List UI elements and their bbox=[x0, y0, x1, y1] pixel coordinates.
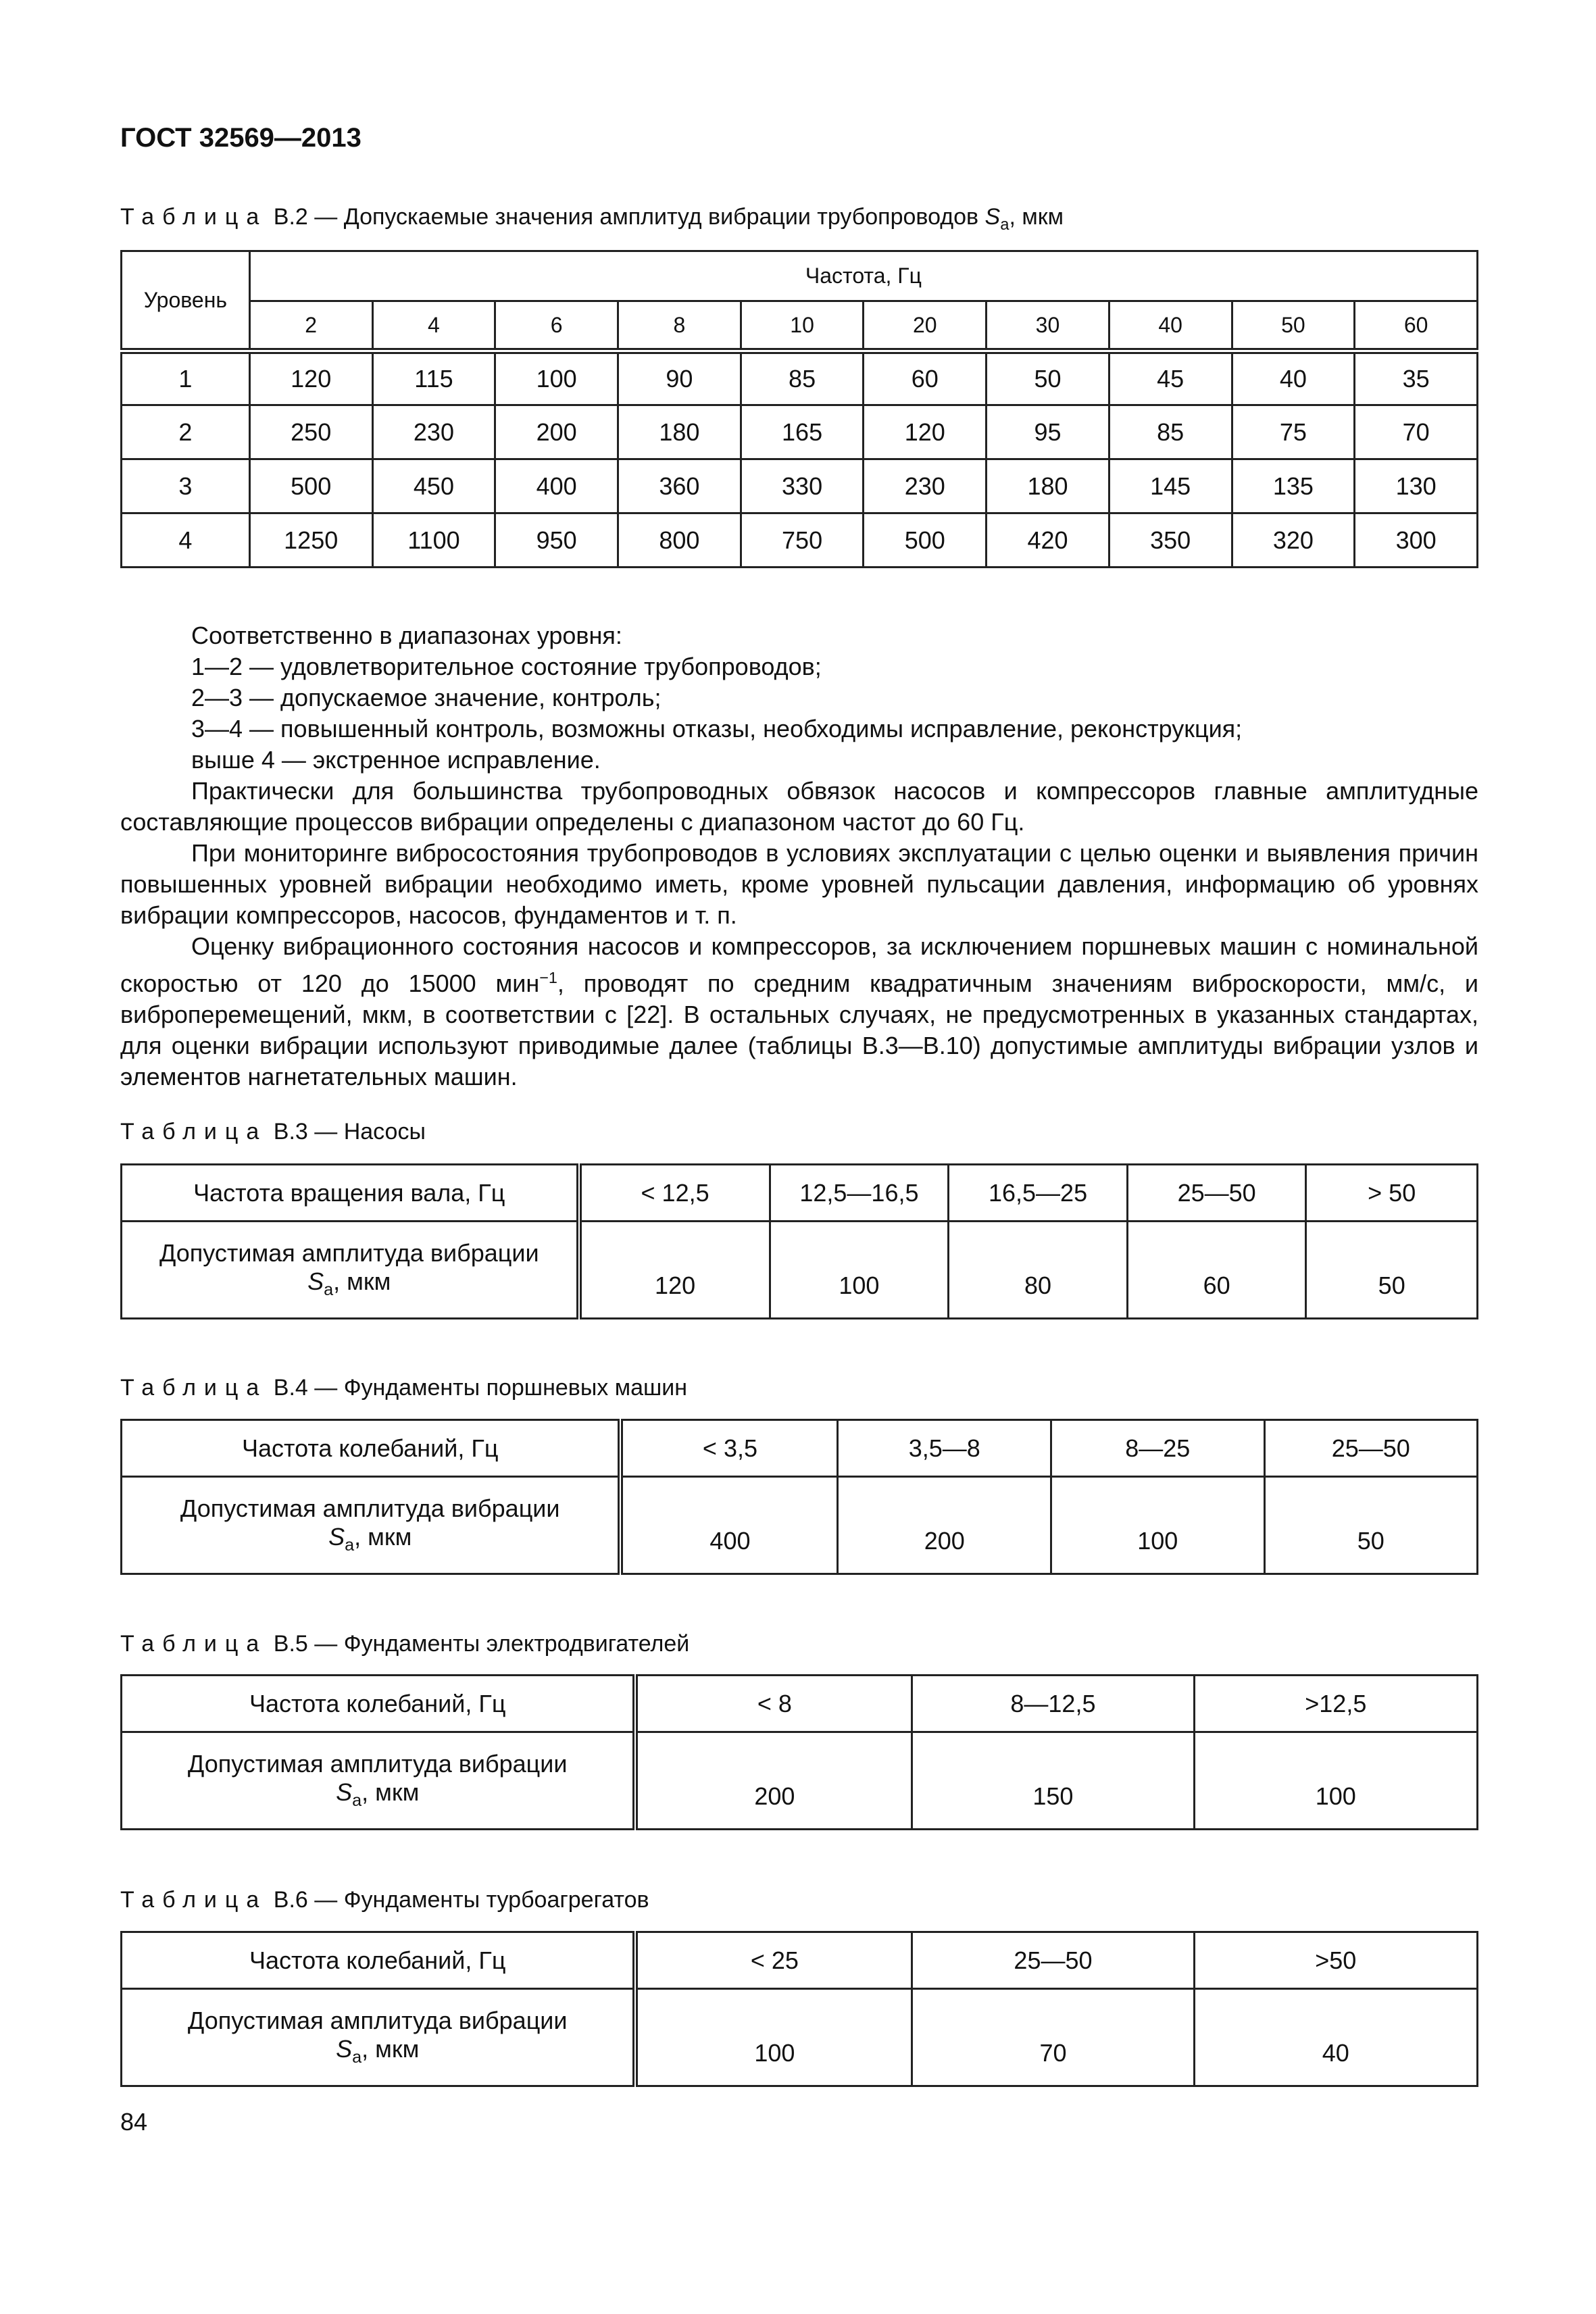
row-label bbox=[122, 1989, 636, 2086]
value-cell: 230 bbox=[864, 459, 987, 513]
value-cell: 500 bbox=[864, 513, 987, 568]
header-cell: 8—25 bbox=[1051, 1420, 1264, 1477]
value-cell: 100 bbox=[1051, 1477, 1264, 1574]
value-cell: 45 bbox=[1109, 351, 1232, 405]
caption-unit: , мкм bbox=[1009, 204, 1064, 230]
label-symbol-line bbox=[122, 1778, 632, 1811]
table-row bbox=[122, 513, 1478, 568]
page-number: 84 bbox=[120, 2108, 148, 2136]
header-cell: 25—50 bbox=[1264, 1420, 1478, 1477]
table-row bbox=[122, 1222, 1478, 1319]
header-cell: > 50 bbox=[1306, 1165, 1478, 1222]
value-cell: 85 bbox=[1109, 405, 1232, 459]
value-cell: 60 bbox=[864, 351, 987, 405]
paragraph: Практически для большинства трубопроводных обвязок насосов и компрессоров главные амплитудные составляющие процессов вибрации определены с диапазоном частот до 60 Гц. bbox=[120, 777, 1478, 836]
value-cell: 200 bbox=[838, 1477, 1051, 1574]
value-cell: 120 bbox=[249, 351, 372, 405]
table-b3 bbox=[120, 1163, 1478, 1319]
caption-word: Таблица bbox=[120, 1887, 268, 1913]
unit: , мкм bbox=[361, 2035, 420, 2063]
header-cell: 8—12,5 bbox=[912, 1676, 1194, 1732]
unit: , мкм bbox=[354, 1523, 412, 1551]
value-cell: 85 bbox=[741, 351, 864, 405]
value-cell: 250 bbox=[249, 405, 372, 459]
value-cell: 50 bbox=[987, 351, 1109, 405]
subscript: a bbox=[352, 1791, 362, 1811]
value-cell: 180 bbox=[618, 405, 741, 459]
value-cell: 350 bbox=[1109, 513, 1232, 568]
value-cell: 400 bbox=[495, 459, 618, 513]
value-cell: 115 bbox=[372, 351, 495, 405]
caption-text: В.2 — Допускаемые значения амплитуд вибрации трубопроводов bbox=[273, 204, 979, 230]
row-label bbox=[122, 1477, 621, 1574]
table-row bbox=[122, 1932, 1478, 1989]
table-row bbox=[122, 1732, 1478, 1830]
caption-word: Таблица bbox=[120, 1119, 268, 1145]
value-cell: 50 bbox=[1306, 1222, 1478, 1319]
level-header: Уровень bbox=[122, 251, 250, 351]
freq-header: 10 bbox=[741, 301, 864, 351]
value-cell: 100 bbox=[1194, 1732, 1477, 1830]
value-cell: 150 bbox=[912, 1732, 1194, 1830]
label-symbol-line bbox=[122, 1267, 576, 1300]
value-cell: 1100 bbox=[372, 513, 495, 568]
level-cell: 2 bbox=[122, 405, 250, 459]
caption-text: В.3 — Насосы bbox=[273, 1119, 426, 1145]
caption-symbol: S bbox=[984, 204, 1001, 230]
header-cell: 16,5—25 bbox=[949, 1165, 1128, 1222]
label-text: Допустимая амплитуда вибрации bbox=[159, 1239, 539, 1267]
subscript: a bbox=[352, 2048, 362, 2067]
table-row bbox=[122, 1165, 1478, 1222]
level-cell: 1 bbox=[122, 351, 250, 405]
row-label bbox=[122, 1222, 579, 1319]
caption-subscript: a bbox=[1000, 215, 1009, 234]
table-b3-caption bbox=[120, 1119, 426, 1145]
levels-intro: Соответственно в диапазонах уровня: bbox=[191, 622, 622, 649]
body-text bbox=[120, 620, 1478, 1092]
value-cell: 130 bbox=[1355, 459, 1478, 513]
value-cell: 165 bbox=[741, 405, 864, 459]
value-cell: 70 bbox=[1355, 405, 1478, 459]
row-label: Частота колебаний, Гц bbox=[122, 1676, 636, 1732]
freq-header: 30 bbox=[987, 301, 1109, 351]
value-cell: 100 bbox=[495, 351, 618, 405]
header-cell: 25—50 bbox=[912, 1932, 1194, 1989]
table-b6-caption bbox=[120, 1887, 649, 1913]
level-range-item: выше 4 — экстренное исправление. bbox=[191, 746, 601, 774]
value-cell: 40 bbox=[1194, 1989, 1477, 2086]
table-row bbox=[122, 459, 1478, 513]
unit: , мкм bbox=[361, 1778, 420, 1807]
symbol: S bbox=[336, 1778, 353, 1807]
paragraph bbox=[120, 931, 1478, 1092]
value-cell: 200 bbox=[635, 1732, 912, 1830]
value-cell: 300 bbox=[1355, 513, 1478, 568]
paragraph-text: Оценку вибрационного состояния насосов и компрессоров, за исключением поршневых машин с номинальной скоростью от 120 до 15000 мин bbox=[120, 932, 1478, 997]
row-label: Частота колебаний, Гц bbox=[122, 1932, 636, 1989]
header-cell: 3,5—8 bbox=[838, 1420, 1051, 1477]
value-cell: 450 bbox=[372, 459, 495, 513]
value-cell: 230 bbox=[372, 405, 495, 459]
row-label bbox=[122, 1732, 636, 1830]
table-b4 bbox=[120, 1419, 1478, 1575]
value-cell: 750 bbox=[741, 513, 864, 568]
caption-word: Таблица bbox=[120, 1375, 268, 1401]
freq-header: 50 bbox=[1232, 301, 1355, 351]
level-range-item: 1—2 — удовлетворительное состояние трубопроводов; bbox=[191, 653, 822, 680]
freq-header: 2 bbox=[249, 301, 372, 351]
value-cell: 100 bbox=[770, 1222, 949, 1319]
subscript: a bbox=[345, 1536, 355, 1555]
value-cell: 800 bbox=[618, 513, 741, 568]
value-cell: 120 bbox=[864, 405, 987, 459]
document-code: ГОСТ 32569—2013 bbox=[120, 123, 361, 153]
label-symbol-line bbox=[122, 2035, 632, 2067]
label-symbol-line bbox=[122, 1523, 618, 1555]
value-cell: 145 bbox=[1109, 459, 1232, 513]
caption-text: В.6 — Фундаменты турбоагрегатов bbox=[273, 1887, 649, 1913]
freq-header: 60 bbox=[1355, 301, 1478, 351]
symbol: S bbox=[336, 2035, 353, 2063]
value-cell: 360 bbox=[618, 459, 741, 513]
value-cell: 100 bbox=[635, 1989, 912, 2086]
header-cell: < 25 bbox=[635, 1932, 912, 1989]
value-cell: 330 bbox=[741, 459, 864, 513]
label-text: Допустимая амплитуда вибрации bbox=[187, 1750, 568, 1778]
value-cell: 180 bbox=[987, 459, 1109, 513]
table-b4-caption bbox=[120, 1375, 687, 1401]
value-cell: 1250 bbox=[249, 513, 372, 568]
header-cell: 25—50 bbox=[1127, 1165, 1306, 1222]
value-cell: 90 bbox=[618, 351, 741, 405]
header-cell: < 8 bbox=[635, 1676, 912, 1732]
level-cell: 3 bbox=[122, 459, 250, 513]
frequency-header-row bbox=[122, 301, 1478, 351]
value-cell: 120 bbox=[579, 1222, 770, 1319]
table-row bbox=[122, 351, 1478, 405]
caption-text: В.4 — Фундаменты поршневых машин bbox=[273, 1375, 688, 1401]
unit: , мкм bbox=[333, 1267, 391, 1296]
header-cell: >50 bbox=[1194, 1932, 1477, 1989]
superscript: −1 bbox=[539, 969, 557, 986]
table-row bbox=[122, 1420, 1478, 1477]
subscript: a bbox=[324, 1280, 334, 1300]
level-cell: 4 bbox=[122, 513, 250, 568]
paragraph-text: , проводят по средним квадратичным значениям виброскорости, мм/с, и виброперемещений, мкм, в соответствии с [22]. В остальных случаях, не предусмотренных в указанных стандартах, для оценки вибрации используют приводимые далее (таблицы В.3—В.10) допустимые амплитуды вибрации узлов и элементов нагнетательных машин. bbox=[120, 970, 1478, 1090]
value-cell: 70 bbox=[912, 1989, 1194, 2086]
table-row bbox=[122, 1477, 1478, 1574]
table-b5 bbox=[120, 1674, 1478, 1830]
value-cell: 80 bbox=[949, 1222, 1128, 1319]
value-cell: 135 bbox=[1232, 459, 1355, 513]
table-b6 bbox=[120, 1931, 1478, 2087]
header-cell: < 12,5 bbox=[579, 1165, 770, 1222]
value-cell: 200 bbox=[495, 405, 618, 459]
value-cell: 950 bbox=[495, 513, 618, 568]
freq-header: 8 bbox=[618, 301, 741, 351]
value-cell: 40 bbox=[1232, 351, 1355, 405]
caption-text: В.5 — Фундаменты электродвигателей bbox=[273, 1631, 690, 1657]
row-label: Частота вращения вала, Гц bbox=[122, 1165, 579, 1222]
table-row bbox=[122, 1676, 1478, 1732]
header-cell: 12,5—16,5 bbox=[770, 1165, 949, 1222]
value-cell: 400 bbox=[620, 1477, 838, 1574]
value-cell: 500 bbox=[249, 459, 372, 513]
value-cell: 50 bbox=[1264, 1477, 1478, 1574]
value-cell: 60 bbox=[1127, 1222, 1306, 1319]
caption-word: Таблица bbox=[120, 1631, 268, 1657]
value-cell: 320 bbox=[1232, 513, 1355, 568]
value-cell: 95 bbox=[987, 405, 1109, 459]
frequency-group-header: Частота, Гц bbox=[249, 251, 1477, 301]
freq-header: 40 bbox=[1109, 301, 1232, 351]
paragraph: При мониторинге вибросостояния трубопроводов в условиях эксплуатации с целью оценки и выявления причин повышенных уровней вибрации необходимо иметь, кроме уровней пульсации давления, информацию об уровнях вибрации компрессоров, насосов, фундаментов и т. п. bbox=[120, 839, 1478, 929]
value-cell: 420 bbox=[987, 513, 1109, 568]
table-b5-caption bbox=[120, 1631, 689, 1657]
label-text: Допустимая амплитуда вибрации bbox=[187, 2007, 568, 2035]
label-text: Допустимая амплитуда вибрации bbox=[180, 1494, 560, 1523]
symbol: S bbox=[328, 1523, 345, 1551]
level-range-item: 2—3 — допускаемое значение, контроль; bbox=[191, 684, 662, 711]
value-cell: 75 bbox=[1232, 405, 1355, 459]
header-cell: >12,5 bbox=[1194, 1676, 1477, 1732]
freq-header: 20 bbox=[864, 301, 987, 351]
level-range-item: 3—4 — повышенный контроль, возможны отказы, необходимы исправление, реконструкция; bbox=[191, 715, 1243, 743]
symbol: S bbox=[307, 1267, 324, 1296]
freq-header: 6 bbox=[495, 301, 618, 351]
freq-header: 4 bbox=[372, 301, 495, 351]
table-b2-caption bbox=[120, 204, 1064, 234]
row-label: Частота колебаний, Гц bbox=[122, 1420, 621, 1477]
table-b2 bbox=[120, 250, 1478, 568]
table-row bbox=[122, 405, 1478, 459]
value-cell: 35 bbox=[1355, 351, 1478, 405]
header-cell: < 3,5 bbox=[620, 1420, 838, 1477]
table-row bbox=[122, 1989, 1478, 2086]
caption-word: Таблица bbox=[120, 204, 268, 230]
